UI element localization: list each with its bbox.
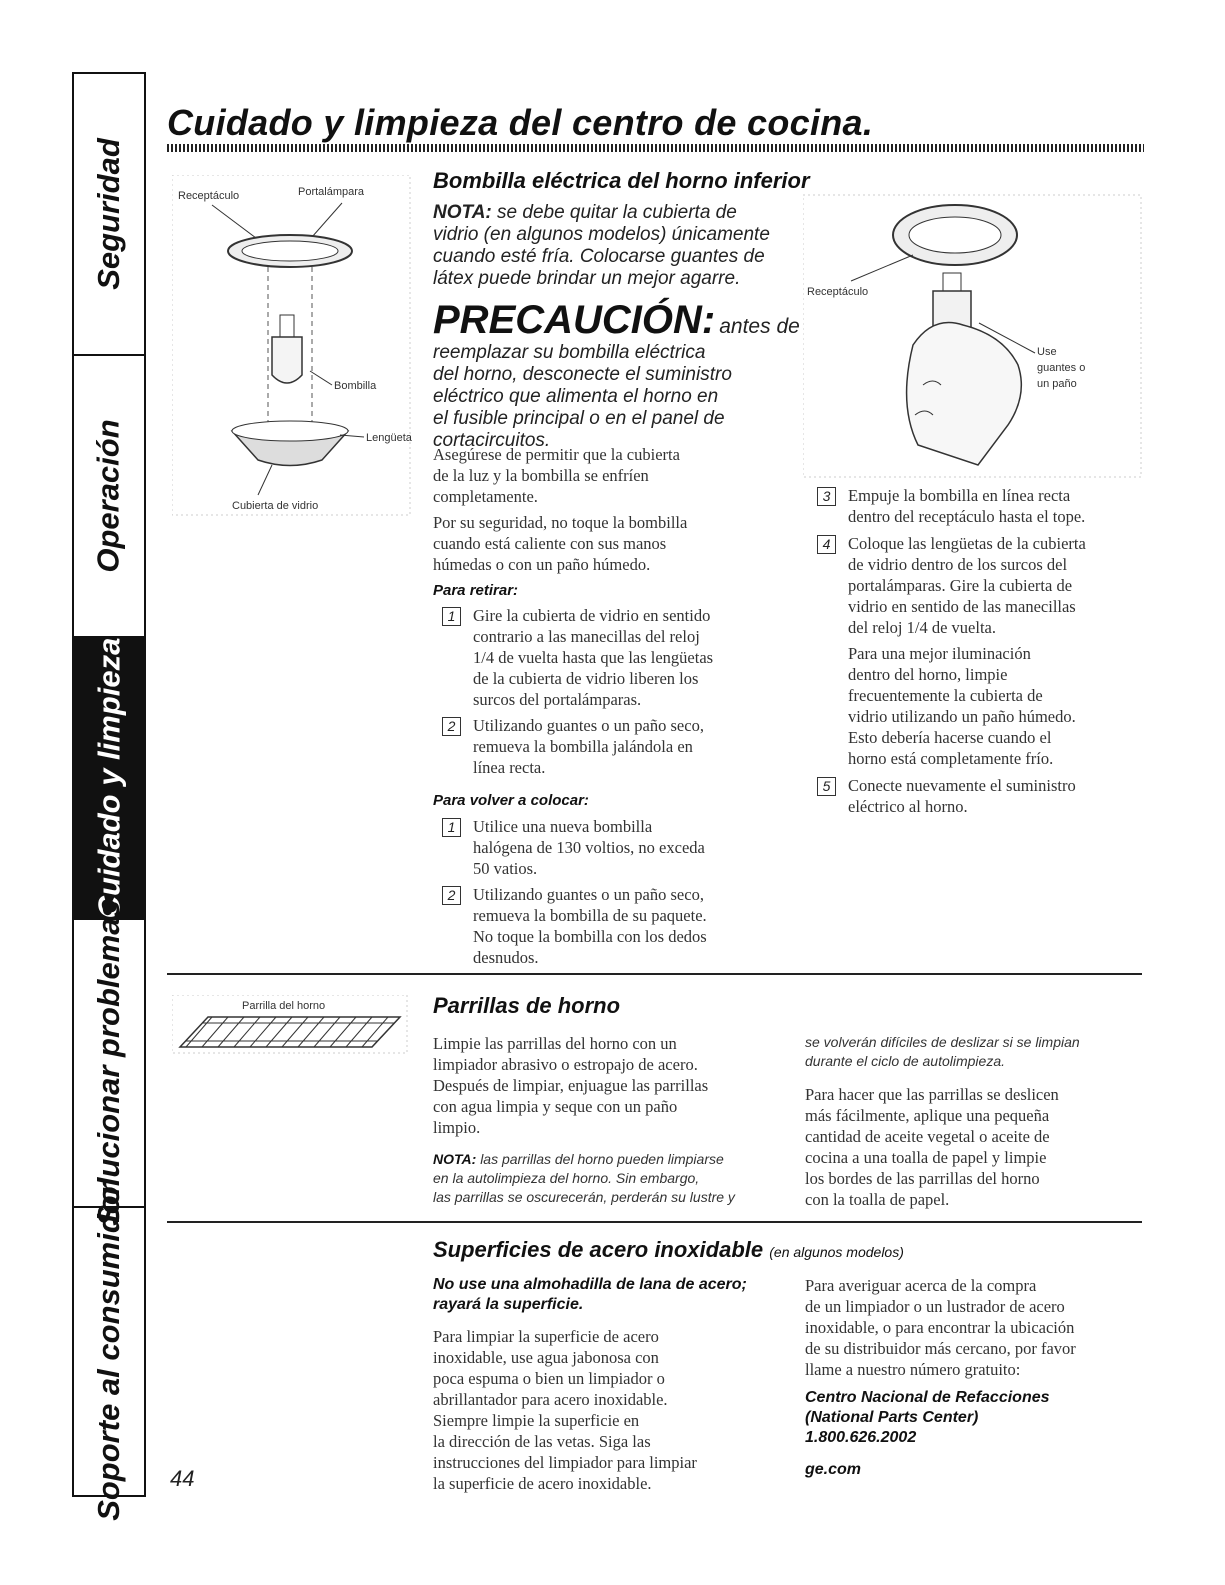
steel-purchase-paragraph: Para averiguar acerca de la compra de un limpiador o un lustrador de acero inoxidable, o para encontrar la ubicación de su distribuidor más cercano, por favor llame a nuestro número gratuito: bbox=[805, 1276, 1076, 1379]
website-link[interactable]: ge.com bbox=[805, 1461, 862, 1478]
hand-install-figure bbox=[803, 185, 1148, 485]
tab-solucionar-problemas[interactable]: Solucionar problemas bbox=[74, 920, 144, 1208]
section-divider-2 bbox=[167, 1221, 1142, 1223]
label-use: Use bbox=[1037, 346, 1057, 358]
bulb-assembly-figure bbox=[172, 175, 412, 520]
steel-paragraph: Para limpiar la superficie de acero inoxidable, use agua jabonosa con poca espuma o bien un limpiador o abrillantador para acero inoxidable. Siempre limpie la superficie en la dirección de las vetas. Siga las instrucciones del limpiador para limpiar la superficie de acero inoxidable. bbox=[433, 1327, 697, 1493]
tab-seguridad[interactable]: Seguridad bbox=[74, 74, 144, 356]
bulb-cool-paragraph: Asegúrese de permitir que la cubierta de la luz y la bombilla se enfríen completamente. bbox=[433, 445, 680, 506]
racks-note-continued: se volverán difíciles de deslizar si se limpian durante el ciclo de autolimpieza. bbox=[805, 1034, 1080, 1069]
steel-heading: Superficies de acero inoxidable (en algunos modelos) bbox=[433, 1237, 904, 1262]
lighting-tip-paragraph: Para una mejor iluminación dentro del horno, limpie frecuentemente la cubierta de vidrio utilizando un paño húmedo. Esto debería hacerse cuando el horno está completamente frío. bbox=[848, 644, 1076, 768]
remove-subheading: Para retirar: bbox=[433, 582, 519, 599]
parts-center-contact: Centro Nacional de Refacciones (National Parts Center) 1.800.626.2002 bbox=[805, 1389, 1050, 1446]
section-tabs bbox=[72, 72, 146, 1521]
tab-cuidado-y-limpieza[interactable]: Cuidado y limpieza bbox=[74, 638, 144, 920]
oven-rack-figure bbox=[172, 995, 412, 1055]
page-title: Cuidado y limpieza del centro de cocina. bbox=[167, 102, 874, 143]
bulb-heading: Bombilla eléctrica del horno inferior bbox=[433, 168, 810, 193]
tab-operacion[interactable]: Operación bbox=[74, 356, 144, 638]
label-cubierta-de-vidrio: Cubierta de vidrio bbox=[232, 500, 319, 512]
racks-note: NOTA: las parrillas del horno pueden limpiarse en la autolimpieza del horno. Sin embargo, las parrillas se oscurecerán, perderán su lustre y bbox=[433, 1151, 735, 1205]
label-parrilla: Parrilla del horno bbox=[242, 1000, 326, 1012]
bulb-note: NOTA: se debe quitar la cubierta de vidrio (en algunos modelos) únicamente cuando esté fría. Colocarse guantes de látex puede brindar un mejor agarre. bbox=[433, 202, 770, 289]
page-number: 44 bbox=[170, 1466, 195, 1491]
racks-slide-paragraph: Para hacer que las parrillas se deslicen más fácilmente, aplique una pequeña cantidad de aceite vegetal o aceite de cocina a una toalla de papel y limpie los bordes de las parrillas del horno con la toalla de papel. bbox=[805, 1085, 1059, 1209]
tab-soporte-al-consumidor[interactable]: Soporte al consumidor bbox=[91, 1182, 127, 1521]
label-pano: un paño bbox=[1037, 378, 1077, 390]
label-guantes: guantes o bbox=[1037, 362, 1086, 374]
label-receptaculo: Receptáculo bbox=[178, 190, 240, 202]
label-receptaculo-2: Receptáculo bbox=[807, 286, 869, 298]
label-lengueta: Lengüeta bbox=[366, 432, 412, 444]
label-portalampara: Portalámpara bbox=[298, 186, 365, 198]
label-bombilla: Bombilla bbox=[334, 380, 377, 392]
racks-heading: Parrillas de horno bbox=[433, 993, 621, 1018]
bulb-safety-paragraph: Por su seguridad, no toque la bombilla cuando está caliente con sus manos húmedas o con un paño húmedo. bbox=[433, 513, 688, 574]
caution-heading: PRECAUCIÓN: antes de bbox=[433, 298, 800, 342]
caution-text: reemplazar su bombilla eléctrica del horno, desconecte el suministro eléctrico que alimenta el horno en el fusible principal o en el panel de cortacircuitos. bbox=[433, 342, 732, 451]
title-rule bbox=[167, 144, 1144, 152]
replace-subheading: Para volver a colocar: bbox=[433, 792, 589, 809]
racks-paragraph: Limpie las parrillas del horno con un limpiador abrasivo o estropajo de acero. Después de limpiar, enjuague las parrillas con agua limpia y seque con un paño limpio. bbox=[433, 1034, 709, 1137]
steel-warning: No use una almohadilla de lana de acero; rayará la superficie. bbox=[433, 1276, 747, 1313]
section-divider bbox=[167, 973, 1142, 975]
